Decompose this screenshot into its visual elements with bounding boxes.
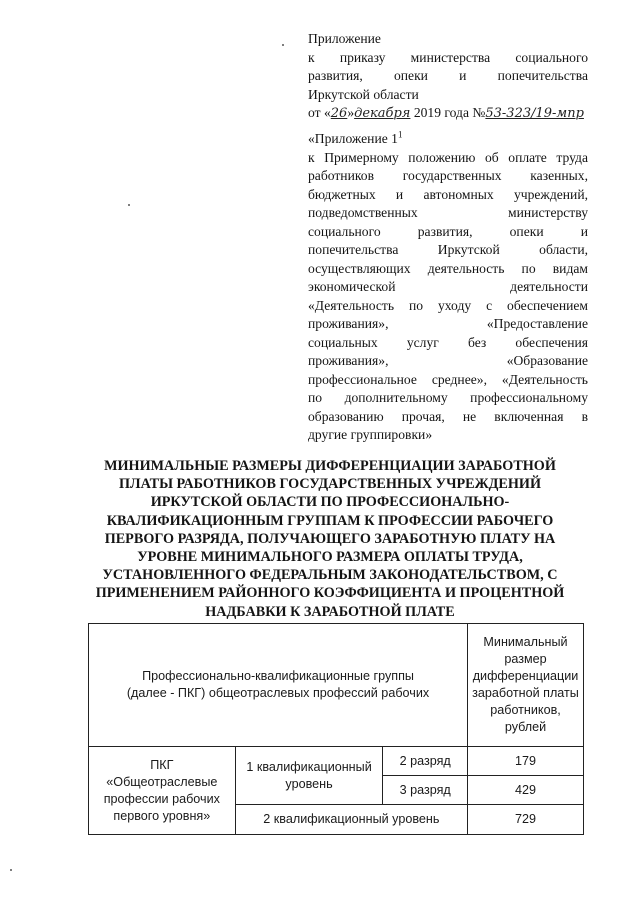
title-line: ИРКУТСКОЙ ОБЛАСТИ ПО ПРОФЕССИОНАЛЬНО-	[150, 494, 510, 511]
qual-level-2-cell: 2 квалификационный уровень	[235, 805, 467, 835]
annex2-line: социальных услуг без обеспечения	[308, 334, 588, 350]
title-line: УРОВНЕ МИНИМАЛЬНОГО РАЗМЕРА ОПЛАТЫ ТРУДА,	[137, 549, 523, 566]
table-header-row	[89, 624, 584, 747]
value-rank-3-cell: 429	[468, 776, 584, 805]
handwritten-number: 53-323/19-мпр	[485, 106, 584, 121]
annex2-line: профессиональное среднее», «Деятельность	[308, 371, 588, 387]
annex2-line: по дополнительному профессиональному	[308, 390, 588, 405]
annex2-line: образованию прочая, не включенная в	[308, 408, 588, 424]
title-line: НАДБАВКИ К ЗАРАБОТНОЙ ПЛАТЕ	[205, 603, 455, 620]
pkg-group-cell: ПКГ «Общеотраслевые профессии рабочих первого уровня»	[89, 747, 236, 835]
annex2-header	[308, 130, 588, 445]
value-rank-2-cell: 179	[468, 747, 584, 776]
handwritten-day: 26	[330, 106, 348, 121]
title-line: КВАЛИФИКАЦИОННЫМ ГРУППАМ К ПРОФЕССИИ РАБОЧЕГО	[106, 512, 554, 529]
title-line: ПЛАТЫ РАБОТНИКОВ ГОСУДАРСТВЕННЫХ УЧРЕЖДЕНИЙ	[119, 476, 541, 493]
rank-3-cell: 3 разряд	[383, 776, 468, 805]
annex2-line: подведомственных министерству	[308, 205, 588, 220]
title-line: ПРИМЕНЕНИЕМ РАЙОННОГО КОЭФФИЦИЕНТА И ПРОЦЕНТНОЙ	[95, 585, 565, 602]
annex2-line: «Деятельность по уходу с обеспечением	[308, 297, 588, 313]
annex2-line: работников государственных казенных,	[308, 168, 588, 183]
annex2-line: социального развития, опеки и	[308, 223, 588, 239]
annex-header	[308, 30, 588, 124]
annex2-line: проживания», «Предоставление	[308, 316, 588, 331]
header-pkg-cell: Профессионально-квалификационные группы (далее - ПКГ) общеотраслевых профессий рабочих	[89, 624, 468, 747]
title-line: МИНИМАЛЬНЫЕ РАЗМЕРЫ ДИФФЕРЕНЦИАЦИИ ЗАРАБОТНОЙ	[104, 458, 556, 474]
title-line: УСТАНОВЛЕННОГО ФЕДЕРАЛЬНЫМ ЗАКОНОДАТЕЛЬСТВОМ, С	[102, 567, 558, 584]
table-row	[89, 747, 584, 776]
annex2-line: к Примерному положению об оплате труда	[308, 149, 588, 165]
date-prefix: от «	[308, 105, 331, 120]
annex-line: развития, опеки и попечительства	[308, 68, 588, 83]
heading-superscript: 1	[397, 129, 403, 140]
value-level-2-cell: 729	[468, 805, 584, 835]
scan-speck	[128, 204, 130, 206]
rank-2-cell: 2 разряд	[383, 747, 468, 776]
date-year: 2019 года №	[410, 105, 486, 120]
salary-table	[88, 623, 584, 835]
document-title	[80, 457, 580, 621]
scan-speck	[10, 869, 12, 871]
annex2-line: экономической деятельности	[308, 279, 588, 294]
handwritten-month: декабря	[354, 106, 411, 121]
annex2-line: попечительства Иркутской области,	[308, 242, 588, 257]
annex-line: к приказу министерства социального	[308, 49, 588, 65]
date-mid: »	[347, 105, 355, 120]
annex2-line: бюджетных и автономных учреждений,	[308, 186, 588, 202]
annex2-line: осуществляющих деятельность по видам	[308, 260, 588, 276]
annex-line: Иркутской области	[308, 86, 419, 102]
scan-speck	[282, 44, 284, 46]
title-line: ПЕРВОГО РАЗРЯДА, ПОЛУЧАЮЩЕГО ЗАРАБОТНУЮ ПЛАТУ НА	[104, 530, 556, 547]
annex2-line: проживания», «Образование	[308, 353, 588, 368]
header-min-size-cell: Минимальный размер дифференциации заработной платы работников, рублей	[468, 624, 584, 747]
annex2-line: другие группировки»	[308, 427, 433, 442]
annex2-heading: «Приложение $1^1$	[308, 129, 403, 146]
qual-level-1-cell: 1 квалификационный уровень	[235, 747, 383, 805]
annex-line: Приложение	[308, 31, 381, 46]
annex-date-line	[308, 104, 588, 124]
